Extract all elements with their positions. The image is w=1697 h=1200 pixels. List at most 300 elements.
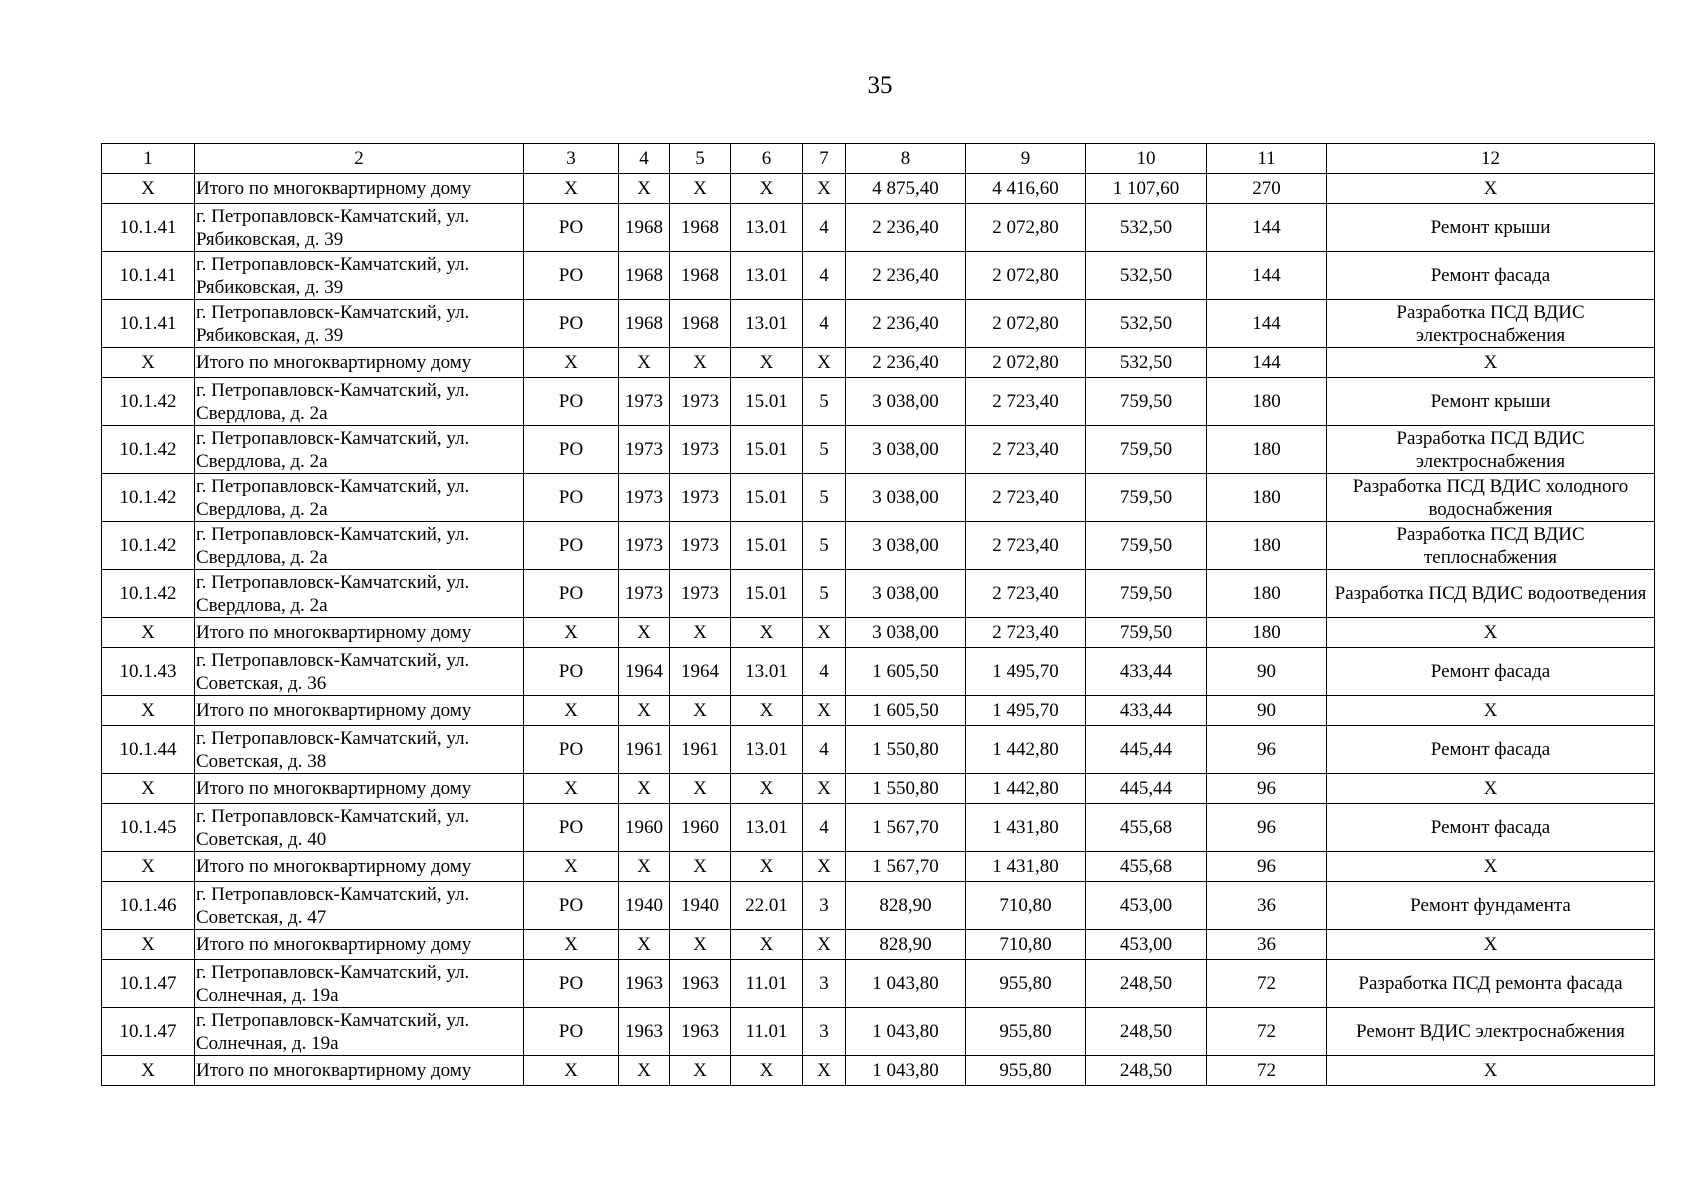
address-cell: г. Петропавловск-Камчатский, ул. Советская, д. 47 (195, 882, 524, 930)
work-type-cell: Ремонт ВДИС электроснабжения (1327, 1008, 1655, 1056)
address-cell: Итого по многоквартирному дому (195, 774, 524, 804)
year-commissioned-cell: Х (670, 174, 731, 204)
owner-type-cell: РО (524, 378, 619, 426)
year-built-cell: Х (619, 348, 670, 378)
floors-cell: 4 (803, 648, 846, 696)
residential-area-cell: 2 072,80 (966, 252, 1086, 300)
residential-area-cell: 1 442,80 (966, 726, 1086, 774)
residential-area-cell: 710,80 (966, 882, 1086, 930)
floors-cell: Х (803, 852, 846, 882)
total-area-cell: 3 038,00 (846, 522, 966, 570)
work-type-cell: Х (1327, 174, 1655, 204)
work-type-cell: Х (1327, 1056, 1655, 1086)
owner-type-cell: Х (524, 930, 619, 960)
wall-material-cell: Х (731, 174, 803, 204)
address-cell: г. Петропавловск-Камчатский, ул. Свердлова, д. 2а (195, 426, 524, 474)
total-area-cell: 1 605,50 (846, 648, 966, 696)
residents-cell: 180 (1207, 474, 1327, 522)
table-row (102, 252, 1655, 300)
year-commissioned-cell: 1968 (670, 204, 731, 252)
total-area-cell: 3 038,00 (846, 570, 966, 618)
owner-type-cell: Х (524, 852, 619, 882)
residents-cell: 96 (1207, 852, 1327, 882)
year-built-cell: 1973 (619, 570, 670, 618)
year-commissioned-cell: Х (670, 1056, 731, 1086)
residential-area-cell: 1 495,70 (966, 648, 1086, 696)
residents-cell: 72 (1207, 960, 1327, 1008)
table-row (102, 570, 1655, 618)
work-type-cell: Разработка ПСД ВДИС водоотведения (1327, 570, 1655, 618)
residential-area-cell: 2 723,40 (966, 570, 1086, 618)
table-row (102, 474, 1655, 522)
wall-material-cell: 15.01 (731, 570, 803, 618)
year-commissioned-cell: 1968 (670, 300, 731, 348)
residents-cell: 180 (1207, 618, 1327, 648)
residential-area-cell: 4 416,60 (966, 174, 1086, 204)
total-row (102, 930, 1655, 960)
row-number-cell: 10.1.42 (102, 522, 195, 570)
residential-area-cell: 2 723,40 (966, 618, 1086, 648)
residential-area-cell: 955,80 (966, 1056, 1086, 1086)
year-commissioned-cell: 1973 (670, 570, 731, 618)
residential-area-cell: 2 723,40 (966, 474, 1086, 522)
common-area-cell: 759,50 (1086, 618, 1207, 648)
wall-material-cell: 13.01 (731, 252, 803, 300)
residents-cell: 180 (1207, 426, 1327, 474)
row-number-cell: Х (102, 852, 195, 882)
owner-type-cell: Х (524, 696, 619, 726)
work-type-cell: Х (1327, 696, 1655, 726)
table-row (102, 426, 1655, 474)
wall-material-cell: Х (731, 348, 803, 378)
year-commissioned-cell: 1968 (670, 252, 731, 300)
row-number-cell: Х (102, 696, 195, 726)
common-area-cell: 532,50 (1086, 348, 1207, 378)
total-area-cell: 2 236,40 (846, 348, 966, 378)
work-type-cell: Х (1327, 930, 1655, 960)
header-cell: 8 (846, 144, 966, 174)
work-type-cell: Ремонт крыши (1327, 204, 1655, 252)
total-area-cell: 1 043,80 (846, 960, 966, 1008)
row-number-cell: 10.1.44 (102, 726, 195, 774)
wall-material-cell: 13.01 (731, 648, 803, 696)
common-area-cell: 455,68 (1086, 804, 1207, 852)
year-commissioned-cell: 1973 (670, 474, 731, 522)
address-cell: г. Петропавловск-Камчатский, ул. Рябиковская, д. 39 (195, 252, 524, 300)
year-commissioned-cell: 1960 (670, 804, 731, 852)
year-built-cell: 1973 (619, 474, 670, 522)
common-area-cell: 532,50 (1086, 252, 1207, 300)
header-cell: 6 (731, 144, 803, 174)
table-row (102, 378, 1655, 426)
common-area-cell: 759,50 (1086, 378, 1207, 426)
common-area-cell: 433,44 (1086, 648, 1207, 696)
common-area-cell: 433,44 (1086, 696, 1207, 726)
floors-cell: 4 (803, 804, 846, 852)
wall-material-cell: 11.01 (731, 960, 803, 1008)
year-built-cell: 1961 (619, 726, 670, 774)
table-row (102, 522, 1655, 570)
residents-cell: 144 (1207, 348, 1327, 378)
year-commissioned-cell: Х (670, 774, 731, 804)
year-commissioned-cell: 1940 (670, 882, 731, 930)
column-number-row (102, 144, 1655, 174)
year-built-cell: 1963 (619, 1008, 670, 1056)
floors-cell: Х (803, 1056, 846, 1086)
row-number-cell: 10.1.42 (102, 378, 195, 426)
year-commissioned-cell: Х (670, 348, 731, 378)
total-row (102, 618, 1655, 648)
year-commissioned-cell: Х (670, 930, 731, 960)
wall-material-cell: Х (731, 1056, 803, 1086)
floors-cell: Х (803, 930, 846, 960)
work-type-cell: Ремонт фасада (1327, 252, 1655, 300)
row-number-cell: 10.1.45 (102, 804, 195, 852)
wall-material-cell: 13.01 (731, 804, 803, 852)
owner-type-cell: РО (524, 474, 619, 522)
address-cell: Итого по многоквартирному дому (195, 1056, 524, 1086)
residents-cell: 144 (1207, 252, 1327, 300)
address-cell: Итого по многоквартирному дому (195, 930, 524, 960)
common-area-cell: 759,50 (1086, 426, 1207, 474)
residential-area-cell: 2 723,40 (966, 426, 1086, 474)
common-area-cell: 759,50 (1086, 570, 1207, 618)
floors-cell: 5 (803, 570, 846, 618)
table-row (102, 882, 1655, 930)
address-cell: Итого по многоквартирному дому (195, 618, 524, 648)
residential-area-cell: 1 431,80 (966, 852, 1086, 882)
floors-cell: Х (803, 696, 846, 726)
common-area-cell: 1 107,60 (1086, 174, 1207, 204)
row-number-cell: Х (102, 1056, 195, 1086)
residents-cell: 96 (1207, 726, 1327, 774)
total-area-cell: 3 038,00 (846, 474, 966, 522)
total-area-cell: 1 605,50 (846, 696, 966, 726)
owner-type-cell: РО (524, 1008, 619, 1056)
year-commissioned-cell: 1973 (670, 378, 731, 426)
residential-area-cell: 2 072,80 (966, 300, 1086, 348)
common-area-cell: 455,68 (1086, 852, 1207, 882)
year-built-cell: 1973 (619, 522, 670, 570)
table-row (102, 960, 1655, 1008)
residents-cell: 36 (1207, 882, 1327, 930)
header-cell: 4 (619, 144, 670, 174)
table-row (102, 726, 1655, 774)
row-number-cell: 10.1.43 (102, 648, 195, 696)
residents-cell: 90 (1207, 696, 1327, 726)
residents-cell: 144 (1207, 204, 1327, 252)
work-type-cell: Разработка ПСД ВДИС теплоснабжения (1327, 522, 1655, 570)
header-cell: 7 (803, 144, 846, 174)
floors-cell: 5 (803, 522, 846, 570)
total-row (102, 348, 1655, 378)
year-commissioned-cell: 1964 (670, 648, 731, 696)
common-area-cell: 248,50 (1086, 960, 1207, 1008)
residents-cell: 96 (1207, 804, 1327, 852)
owner-type-cell: РО (524, 426, 619, 474)
owner-type-cell: РО (524, 300, 619, 348)
wall-material-cell: 13.01 (731, 726, 803, 774)
year-built-cell: Х (619, 1056, 670, 1086)
common-area-cell: 532,50 (1086, 300, 1207, 348)
wall-material-cell: 11.01 (731, 1008, 803, 1056)
row-number-cell: Х (102, 618, 195, 648)
year-built-cell: Х (619, 174, 670, 204)
owner-type-cell: РО (524, 726, 619, 774)
total-row (102, 696, 1655, 726)
year-built-cell: 1960 (619, 804, 670, 852)
address-cell: Итого по многоквартирному дому (195, 852, 524, 882)
residents-cell: 270 (1207, 174, 1327, 204)
year-built-cell: Х (619, 774, 670, 804)
year-commissioned-cell: 1961 (670, 726, 731, 774)
common-area-cell: 248,50 (1086, 1008, 1207, 1056)
wall-material-cell: Х (731, 774, 803, 804)
residents-cell: 72 (1207, 1056, 1327, 1086)
owner-type-cell: Х (524, 174, 619, 204)
row-number-cell: 10.1.41 (102, 252, 195, 300)
wall-material-cell: 13.01 (731, 204, 803, 252)
common-area-cell: 248,50 (1086, 1056, 1207, 1086)
residential-area-cell: 1 442,80 (966, 774, 1086, 804)
floors-cell: Х (803, 774, 846, 804)
year-commissioned-cell: Х (670, 696, 731, 726)
floors-cell: 5 (803, 378, 846, 426)
total-area-cell: 1 043,80 (846, 1056, 966, 1086)
row-number-cell: Х (102, 348, 195, 378)
address-cell: г. Петропавловск-Камчатский, ул. Рябиковская, д. 39 (195, 300, 524, 348)
total-area-cell: 828,90 (846, 930, 966, 960)
common-area-cell: 532,50 (1086, 204, 1207, 252)
row-number-cell: 10.1.46 (102, 882, 195, 930)
total-area-cell: 3 038,00 (846, 378, 966, 426)
common-area-cell: 445,44 (1086, 726, 1207, 774)
owner-type-cell: РО (524, 204, 619, 252)
row-number-cell: 10.1.42 (102, 426, 195, 474)
row-number-cell: 10.1.42 (102, 570, 195, 618)
address-cell: г. Петропавловск-Камчатский, ул. Свердлова, д. 2а (195, 378, 524, 426)
header-cell: 1 (102, 144, 195, 174)
year-commissioned-cell: 1963 (670, 1008, 731, 1056)
total-area-cell: 1 043,80 (846, 1008, 966, 1056)
wall-material-cell: Х (731, 930, 803, 960)
residential-area-cell: 955,80 (966, 960, 1086, 1008)
year-commissioned-cell: Х (670, 852, 731, 882)
floors-cell: 3 (803, 960, 846, 1008)
wall-material-cell: Х (731, 852, 803, 882)
residential-area-cell: 2 072,80 (966, 204, 1086, 252)
total-area-cell: 1 550,80 (846, 726, 966, 774)
total-area-cell: 2 236,40 (846, 300, 966, 348)
work-type-cell: Х (1327, 852, 1655, 882)
address-cell: г. Петропавловск-Камчатский, ул. Свердлова, д. 2а (195, 570, 524, 618)
address-cell: Итого по многоквартирному дому (195, 174, 524, 204)
year-built-cell: Х (619, 696, 670, 726)
address-cell: г. Петропавловск-Камчатский, ул. Солнечная, д. 19а (195, 1008, 524, 1056)
wall-material-cell: 15.01 (731, 522, 803, 570)
table-row (102, 648, 1655, 696)
total-row (102, 1056, 1655, 1086)
wall-material-cell: 15.01 (731, 474, 803, 522)
common-area-cell: 453,00 (1086, 930, 1207, 960)
common-area-cell: 453,00 (1086, 882, 1207, 930)
work-type-cell: Разработка ПСД ремонта фасада (1327, 960, 1655, 1008)
total-row (102, 774, 1655, 804)
wall-material-cell: 13.01 (731, 300, 803, 348)
year-built-cell: 1968 (619, 300, 670, 348)
total-row (102, 852, 1655, 882)
work-type-cell: Ремонт фасада (1327, 804, 1655, 852)
address-cell: г. Петропавловск-Камчатский, ул. Советская, д. 36 (195, 648, 524, 696)
residential-area-cell: 1 431,80 (966, 804, 1086, 852)
housing-repair-table (101, 143, 1655, 1086)
work-type-cell: Ремонт фасада (1327, 726, 1655, 774)
residents-cell: 180 (1207, 570, 1327, 618)
work-type-cell: Х (1327, 618, 1655, 648)
residents-cell: 36 (1207, 930, 1327, 960)
floors-cell: 5 (803, 474, 846, 522)
table-row (102, 204, 1655, 252)
residential-area-cell: 710,80 (966, 930, 1086, 960)
wall-material-cell: 22.01 (731, 882, 803, 930)
work-type-cell: Х (1327, 774, 1655, 804)
wall-material-cell: 15.01 (731, 426, 803, 474)
row-number-cell: Х (102, 774, 195, 804)
row-number-cell: 10.1.41 (102, 204, 195, 252)
year-built-cell: 1968 (619, 204, 670, 252)
header-cell: 3 (524, 144, 619, 174)
year-built-cell: 1940 (619, 882, 670, 930)
owner-type-cell: Х (524, 1056, 619, 1086)
table-row (102, 1008, 1655, 1056)
header-cell: 12 (1327, 144, 1655, 174)
year-built-cell: Х (619, 618, 670, 648)
floors-cell: Х (803, 348, 846, 378)
table-body (102, 144, 1655, 1086)
owner-type-cell: РО (524, 522, 619, 570)
owner-type-cell: РО (524, 960, 619, 1008)
address-cell: Итого по многоквартирному дому (195, 348, 524, 378)
total-row (102, 174, 1655, 204)
address-cell: г. Петропавловск-Камчатский, ул. Рябиковская, д. 39 (195, 204, 524, 252)
common-area-cell: 759,50 (1086, 522, 1207, 570)
total-area-cell: 4 875,40 (846, 174, 966, 204)
address-cell: г. Петропавловск-Камчатский, ул. Свердлова, д. 2а (195, 522, 524, 570)
total-area-cell: 1 567,70 (846, 852, 966, 882)
year-commissioned-cell: Х (670, 618, 731, 648)
wall-material-cell: Х (731, 696, 803, 726)
row-number-cell: Х (102, 174, 195, 204)
year-built-cell: 1973 (619, 426, 670, 474)
address-cell: г. Петропавловск-Камчатский, ул. Советская, д. 40 (195, 804, 524, 852)
year-built-cell: 1973 (619, 378, 670, 426)
header-cell: 9 (966, 144, 1086, 174)
residents-cell: 90 (1207, 648, 1327, 696)
residential-area-cell: 1 495,70 (966, 696, 1086, 726)
row-number-cell: 10.1.47 (102, 1008, 195, 1056)
work-type-cell: Ремонт фасада (1327, 648, 1655, 696)
residential-area-cell: 2 723,40 (966, 522, 1086, 570)
floors-cell: 5 (803, 426, 846, 474)
work-type-cell: Ремонт фундамента (1327, 882, 1655, 930)
residential-area-cell: 2 072,80 (966, 348, 1086, 378)
floors-cell: Х (803, 174, 846, 204)
year-built-cell: 1968 (619, 252, 670, 300)
table-row (102, 300, 1655, 348)
floors-cell: 4 (803, 204, 846, 252)
work-type-cell: Х (1327, 348, 1655, 378)
year-built-cell: Х (619, 852, 670, 882)
page-number: 35 (867, 72, 893, 99)
residential-area-cell: 955,80 (966, 1008, 1086, 1056)
owner-type-cell: РО (524, 648, 619, 696)
floors-cell: Х (803, 618, 846, 648)
address-cell: г. Петропавловск-Камчатский, ул. Свердлова, д. 2а (195, 474, 524, 522)
work-type-cell: Разработка ПСД ВДИС холодного водоснабжения (1327, 474, 1655, 522)
year-commissioned-cell: 1963 (670, 960, 731, 1008)
residents-cell: 72 (1207, 1008, 1327, 1056)
year-built-cell: 1964 (619, 648, 670, 696)
row-number-cell: 10.1.41 (102, 300, 195, 348)
floors-cell: 3 (803, 882, 846, 930)
year-commissioned-cell: 1973 (670, 522, 731, 570)
header-cell: 2 (195, 144, 524, 174)
header-cell: 5 (670, 144, 731, 174)
row-number-cell: Х (102, 930, 195, 960)
row-number-cell: 10.1.42 (102, 474, 195, 522)
floors-cell: 4 (803, 300, 846, 348)
common-area-cell: 759,50 (1086, 474, 1207, 522)
year-built-cell: Х (619, 930, 670, 960)
owner-type-cell: РО (524, 804, 619, 852)
row-number-cell: 10.1.47 (102, 960, 195, 1008)
work-type-cell: Разработка ПСД ВДИС электроснабжения (1327, 300, 1655, 348)
owner-type-cell: РО (524, 252, 619, 300)
table-row (102, 804, 1655, 852)
common-area-cell: 445,44 (1086, 774, 1207, 804)
header-cell: 10 (1086, 144, 1207, 174)
wall-material-cell: Х (731, 618, 803, 648)
total-area-cell: 1 550,80 (846, 774, 966, 804)
owner-type-cell: Х (524, 348, 619, 378)
floors-cell: 4 (803, 726, 846, 774)
work-type-cell: Разработка ПСД ВДИС электроснабжения (1327, 426, 1655, 474)
wall-material-cell: 15.01 (731, 378, 803, 426)
residents-cell: 180 (1207, 522, 1327, 570)
year-built-cell: 1963 (619, 960, 670, 1008)
total-area-cell: 828,90 (846, 882, 966, 930)
owner-type-cell: Х (524, 618, 619, 648)
residents-cell: 180 (1207, 378, 1327, 426)
residents-cell: 144 (1207, 300, 1327, 348)
header-cell: 11 (1207, 144, 1327, 174)
floors-cell: 4 (803, 252, 846, 300)
residents-cell: 96 (1207, 774, 1327, 804)
residential-area-cell: 2 723,40 (966, 378, 1086, 426)
total-area-cell: 3 038,00 (846, 618, 966, 648)
year-commissioned-cell: 1973 (670, 426, 731, 474)
total-area-cell: 1 567,70 (846, 804, 966, 852)
total-area-cell: 2 236,40 (846, 252, 966, 300)
address-cell: Итого по многоквартирному дому (195, 696, 524, 726)
owner-type-cell: РО (524, 570, 619, 618)
floors-cell: 3 (803, 1008, 846, 1056)
owner-type-cell: Х (524, 774, 619, 804)
address-cell: г. Петропавловск-Камчатский, ул. Солнечная, д. 19а (195, 960, 524, 1008)
owner-type-cell: РО (524, 882, 619, 930)
total-area-cell: 2 236,40 (846, 204, 966, 252)
address-cell: г. Петропавловск-Камчатский, ул. Советская, д. 38 (195, 726, 524, 774)
